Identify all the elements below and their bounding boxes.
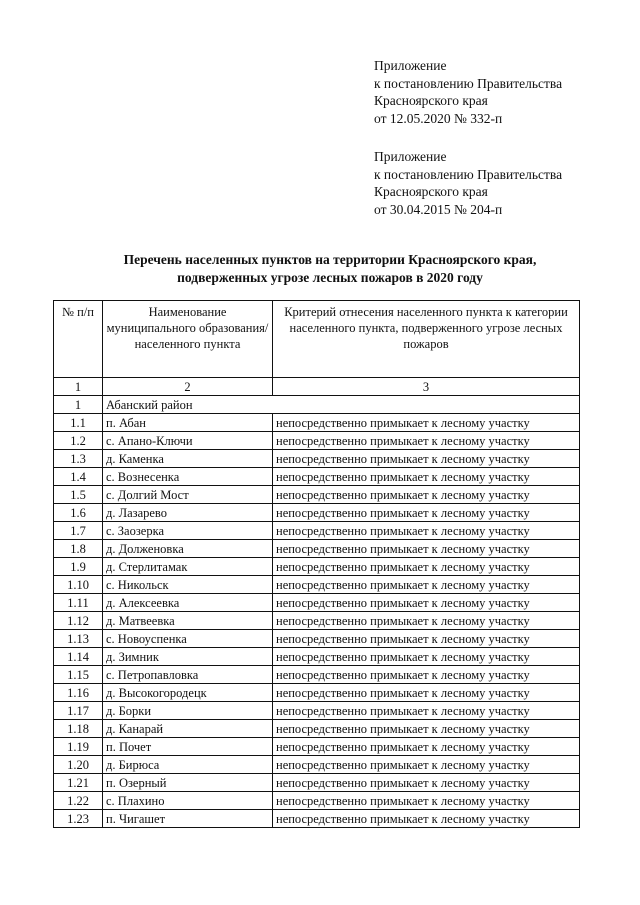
row-settlement-name: с. Апано-Ключи <box>103 432 273 450</box>
table-row <box>54 414 580 432</box>
row-criterion: непосредственно примыкает к лесному участку <box>273 432 580 450</box>
row-settlement-name: п. Чигашет <box>103 810 273 828</box>
row-num: 1.1 <box>54 414 103 432</box>
table-row <box>54 738 580 756</box>
district-num: 1 <box>54 396 103 414</box>
row-num: 1.19 <box>54 738 103 756</box>
table-row <box>54 558 580 576</box>
table-row <box>54 522 580 540</box>
row-settlement-name: п. Абан <box>103 414 273 432</box>
row-settlement-name: с. Заозерка <box>103 522 273 540</box>
row-num: 1.11 <box>54 594 103 612</box>
table-header-row <box>54 301 580 378</box>
table-row <box>54 702 580 720</box>
table-row <box>54 774 580 792</box>
title-line-2: подверженных угрозе лесных пожаров в 2020 году <box>177 270 483 285</box>
district-row <box>54 396 580 414</box>
table-row <box>54 612 580 630</box>
row-num: 1.9 <box>54 558 103 576</box>
row-criterion: непосредственно примыкает к лесному участку <box>273 468 580 486</box>
row-settlement-name: д. Бирюса <box>103 756 273 774</box>
column-number-row <box>54 378 580 396</box>
row-criterion: непосредственно примыкает к лесному участку <box>273 630 580 648</box>
header-num: № п/п <box>54 301 103 378</box>
appendix-line: к постановлению Правительства <box>374 166 563 182</box>
header-name: Наименование муниципального образования/населенного пункта <box>103 301 273 378</box>
row-num: 1.18 <box>54 720 103 738</box>
table-row <box>54 486 580 504</box>
table-row <box>54 504 580 522</box>
settlements-table <box>53 300 580 828</box>
row-settlement-name: д. Алексеевка <box>103 594 273 612</box>
row-criterion: непосредственно примыкает к лесному участку <box>273 702 580 720</box>
row-settlement-name: п. Озерный <box>103 774 273 792</box>
row-settlement-name: п. Почет <box>103 738 273 756</box>
row-num: 1.5 <box>54 486 103 504</box>
table-row <box>54 756 580 774</box>
row-criterion: непосредственно примыкает к лесному участку <box>273 558 580 576</box>
row-num: 1.3 <box>54 450 103 468</box>
row-settlement-name: с. Новоуспенка <box>103 630 273 648</box>
district-name: Абанский район <box>103 396 580 414</box>
row-settlement-name: д. Каменка <box>103 450 273 468</box>
row-num: 1.23 <box>54 810 103 828</box>
appendix-line: Красноярского края <box>374 93 488 108</box>
row-criterion: непосредственно примыкает к лесному участку <box>273 720 580 738</box>
table-row <box>54 432 580 450</box>
appendix-line: Приложение <box>374 149 447 164</box>
table-row <box>54 468 580 486</box>
row-criterion: непосредственно примыкает к лесному участку <box>273 504 580 522</box>
row-settlement-name: д. Борки <box>103 702 273 720</box>
row-num: 1.21 <box>54 774 103 792</box>
row-settlement-name: д. Зимник <box>103 648 273 666</box>
row-settlement-name: д. Высокогородецк <box>103 684 273 702</box>
row-settlement-name: с. Долгий Мост <box>103 486 273 504</box>
row-num: 1.7 <box>54 522 103 540</box>
row-criterion: непосредственно примыкает к лесному участку <box>273 666 580 684</box>
row-criterion: непосредственно примыкает к лесному участку <box>273 648 580 666</box>
column-number: 2 <box>103 378 273 396</box>
row-settlement-name: с. Петропавловка <box>103 666 273 684</box>
table-row <box>54 684 580 702</box>
row-num: 1.17 <box>54 702 103 720</box>
table-row <box>54 576 580 594</box>
appendix-line: от 30.04.2015 № 204-п <box>374 201 503 217</box>
document-title <box>40 251 620 287</box>
row-settlement-name: д. Долженовка <box>103 540 273 558</box>
table-row <box>54 594 580 612</box>
row-criterion: непосредственно примыкает к лесному участку <box>273 414 580 432</box>
header-criterion: Критерий отнесения населенного пункта к категории населенного пункта, подверженного угрозе лесных пожаров <box>273 301 580 378</box>
row-criterion: непосредственно примыкает к лесному участку <box>273 774 580 792</box>
table-row <box>54 648 580 666</box>
row-num: 1.4 <box>54 468 103 486</box>
row-num: 1.15 <box>54 666 103 684</box>
column-number: 3 <box>273 378 580 396</box>
row-num: 1.6 <box>54 504 103 522</box>
title-line-1: Перечень населенных пунктов на территории Красноярского края, <box>123 252 537 267</box>
appendix-line: от 12.05.2020 № 332-п <box>374 110 503 126</box>
row-criterion: непосредственно примыкает к лесному участку <box>273 576 580 594</box>
row-settlement-name: д. Лазарево <box>103 504 273 522</box>
table-row <box>54 540 580 558</box>
row-settlement-name: д. Стерлитамак <box>103 558 273 576</box>
row-num: 1.14 <box>54 648 103 666</box>
row-criterion: непосредственно примыкает к лесному участку <box>273 792 580 810</box>
row-num: 1.8 <box>54 540 103 558</box>
row-criterion: непосредственно примыкает к лесному участку <box>273 738 580 756</box>
appendix-line: Приложение <box>374 58 447 73</box>
row-criterion: непосредственно примыкает к лесному участку <box>273 522 580 540</box>
row-num: 1.13 <box>54 630 103 648</box>
table-row <box>54 810 580 828</box>
row-criterion: непосредственно примыкает к лесному участку <box>273 450 580 468</box>
row-settlement-name: с. Никольск <box>103 576 273 594</box>
row-num: 1.20 <box>54 756 103 774</box>
row-criterion: непосредственно примыкает к лесному участку <box>273 540 580 558</box>
row-num: 1.12 <box>54 612 103 630</box>
appendix-line: к постановлению Правительства <box>374 75 563 91</box>
row-num: 1.22 <box>54 792 103 810</box>
appendix-note-original <box>374 148 634 218</box>
row-num: 1.10 <box>54 576 103 594</box>
row-settlement-name: д. Канарай <box>103 720 273 738</box>
table-row <box>54 666 580 684</box>
row-criterion: непосредственно примыкает к лесному участку <box>273 594 580 612</box>
table-row <box>54 630 580 648</box>
row-settlement-name: д. Матвеевка <box>103 612 273 630</box>
row-num: 1.16 <box>54 684 103 702</box>
row-criterion: непосредственно примыкает к лесному участку <box>273 684 580 702</box>
table-row <box>54 720 580 738</box>
row-settlement-name: с. Плахино <box>103 792 273 810</box>
row-criterion: непосредственно примыкает к лесному участку <box>273 612 580 630</box>
row-settlement-name: с. Вознесенка <box>103 468 273 486</box>
row-num: 1.2 <box>54 432 103 450</box>
row-criterion: непосредственно примыкает к лесному участку <box>273 756 580 774</box>
column-number: 1 <box>54 378 103 396</box>
table-row <box>54 792 580 810</box>
appendix-line: Красноярского края <box>374 184 488 199</box>
table-row <box>54 450 580 468</box>
appendix-note-current <box>374 57 634 127</box>
row-criterion: непосредственно примыкает к лесному участку <box>273 810 580 828</box>
row-criterion: непосредственно примыкает к лесному участку <box>273 486 580 504</box>
